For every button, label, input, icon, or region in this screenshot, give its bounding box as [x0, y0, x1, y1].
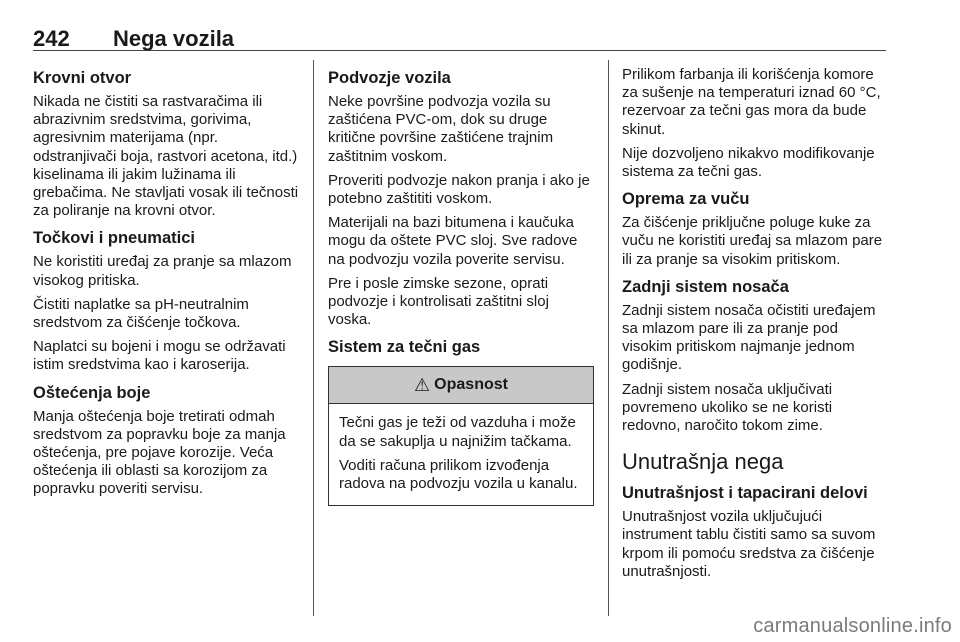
paragraph: Prilikom farbanja ili korišćenja komore za sušenje na temperaturi iznad 60 °C, rezervoar za tečni gas mora da bude skinut. [622, 66, 881, 138]
paragraph: Pre i posle zimske sezone, oprati podvozje i kontrolisati zaštitni sloj voska. [328, 274, 549, 329]
column-divider [313, 60, 314, 616]
column-right [622, 60, 888, 587]
danger-warning-box [328, 366, 594, 506]
section-heading-sunroof: Krovni otvor [33, 69, 132, 87]
paragraph: Materijali na bazi bitumena i kaučuka mogu da oštete PVC sloj. Sve radove na podvozju vozila poverite servisu. [328, 214, 578, 268]
warning-header [329, 367, 593, 404]
section-heading-lpg-system: Sistem za tečni gas [328, 338, 481, 357]
section-heading-paint-damage: Oštećenja boje [33, 383, 151, 402]
column-middle [328, 60, 594, 512]
column-left [33, 60, 299, 505]
paragraph: Zadnji sistem nosača uključivati povremeno ukoliko se ne koristi redovno, naročito tokom zime. [622, 380, 833, 435]
page-header [33, 10, 886, 51]
section-heading-interior-upholstery: Unutrašnjost i tapacirani delovi [622, 484, 868, 503]
paragraph: Neke površine podvozja vozila su zaštićena PVC-om, dok su druge kritične površine zaštićene trajnim zaštitnim voskom. [328, 93, 554, 165]
paragraph: Zadnji sistem nosača očistiti uređajem sa mlazom pare ili za pranje pod visokim pritiskom najmanje jednom godišnje. [622, 301, 876, 374]
section-heading-underbody: Podvozje vozila [328, 69, 451, 87]
paragraph: Nije dozvoljeno nikakvo modifikovanje sistema za tečni gas. [622, 144, 875, 181]
paragraph: Ne koristiti uređaj za pranje sa mlazom visokog pritiska. [33, 253, 292, 289]
column-divider [608, 60, 609, 616]
paragraph: Naplatci su bojeni i mogu se održavati istim sredstvima kao i karoserija. [33, 338, 286, 374]
paragraph: Proveriti podvozje nakon pranja i ako je potebno zaštititi voskom. [328, 171, 590, 208]
paragraph: Čistiti naplatke sa pH-neutralnim sredstvom za čišćenje točkova. [33, 295, 249, 332]
section-heading-towing-equipment: Oprema za vuču [622, 190, 750, 209]
chapter-title: Nega vozila [113, 26, 235, 51]
paragraph: Voditi računa prilikom izvođenja radova na podvozju vozila u kanalu. [339, 456, 578, 493]
warning-title: Opasnost [434, 376, 508, 394]
watermark: carmanualsonline.info [753, 615, 952, 637]
chapter-heading-interior-care: Unutrašnja nega [622, 449, 784, 475]
warning-body [329, 404, 593, 505]
paragraph: Za čišćenje priključne poluge kuke za vuču ne koristiti uređaj sa mlazom pare ili za pranje sa visokim pritiskom. [622, 214, 883, 268]
page-number: 242 [33, 26, 70, 51]
warning-triangle-icon: ⚠ [414, 374, 431, 395]
paragraph: Unutrašnjost vozila uključujući instrument tablu čistiti samo sa suvom krpom ili pomoću sredstva za čišćenje unutrašnjosti. [622, 508, 876, 580]
section-heading-wheels: Točkovi i pneumatici [33, 229, 195, 248]
paragraph: Nikada ne čistiti sa rastvaračima ili abrazivnim sredstvima, gorivima, agresivnim materijama (npr. odstranjivači boja, rastvori acetona, itd.) kiselinama ili jakim lužinama ili grebačima. Ne stavljati vosak ili tečnosti za poliranje na krovni otvor. [33, 93, 299, 220]
paragraph: Manja oštećenja boje tretirati odmah sredstvom za popravku boje za manja oštećenja, pre pojave korozije. Veća oštećenja ili oblasti sa korozijom za popravku poveriti servisu. [33, 407, 286, 498]
section-heading-rear-carrier: Zadnji sistem nosača [622, 277, 789, 296]
paragraph: Tečni gas je teži od vazduha i može da se sakuplja u najnižim tačkama. [339, 414, 576, 450]
